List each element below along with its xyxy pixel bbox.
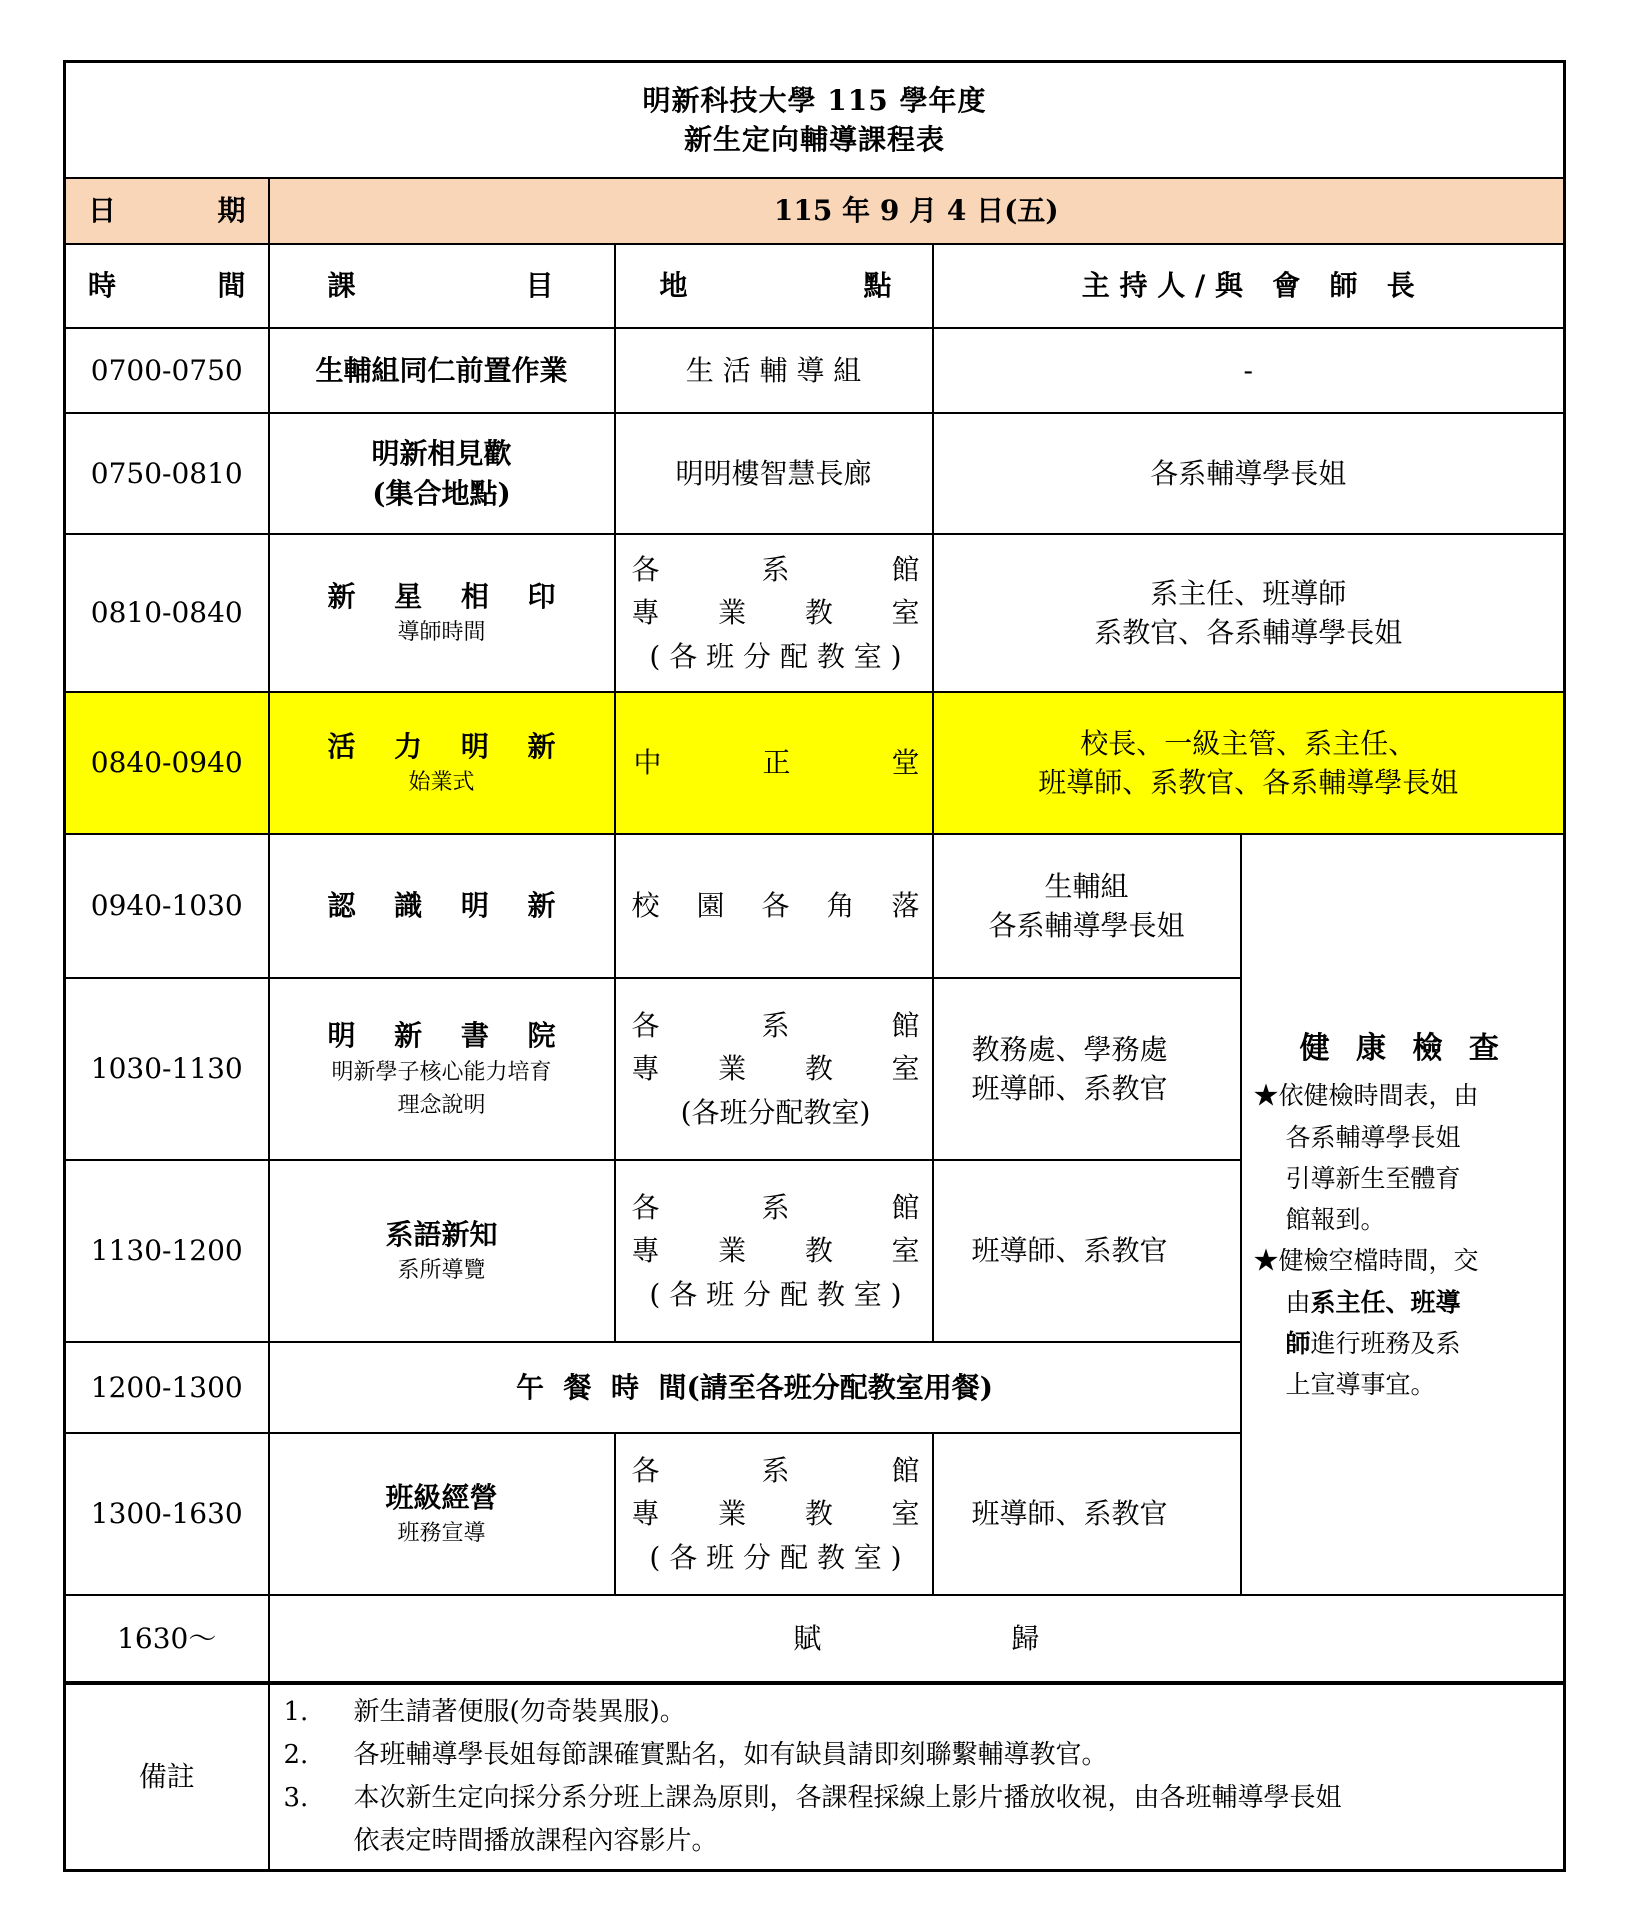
location-cell: 各 系 館 專 業 教 室 (各班分配教室) xyxy=(615,978,933,1160)
table-row xyxy=(65,328,1565,413)
course-cell: 新 星 相 印 導師時間 xyxy=(269,534,615,692)
course-cell: 明 新 書 院 明新學子核心能力培育 理念說明 xyxy=(269,978,615,1160)
list-item: 3. 本次新生定向採分系分班上課為原則，各課程採線上影片播放收視，由各班輔導學長姐 xyxy=(283,1782,1342,1813)
list-item: 2. 各班輔導學長姐每節課確實點名，如有缺員請即刻聯繫輔導教官。 xyxy=(283,1739,1108,1770)
table-row xyxy=(65,1595,1565,1683)
location-cell: 中 正 堂 xyxy=(615,692,933,834)
course-cell: 認 識 明 新 xyxy=(269,834,615,978)
host-cell: 班導師、系教官 xyxy=(933,1160,1241,1342)
course-cell: 明新相見歡 (集合地點) xyxy=(269,413,615,534)
date-row xyxy=(65,178,1565,244)
header-time: 時 間 xyxy=(65,244,269,328)
date-value: 115 年 9 月 4 日(五) xyxy=(269,178,1565,244)
course-cell: 系語新知 系所導覽 xyxy=(269,1160,615,1342)
host-cell: 各系輔導學長姐 xyxy=(933,413,1565,534)
title-row xyxy=(65,62,1565,179)
time-cell: 1130-1200 xyxy=(65,1160,269,1342)
notes-row xyxy=(65,1683,1565,1870)
host-cell: 班導師、系教官 xyxy=(933,1433,1241,1595)
location-cell: 校 園 各 角 落 xyxy=(615,834,933,978)
host-cell: 教務處、學務處 班導師、系教官 xyxy=(933,978,1241,1160)
time-cell: 1030-1130 xyxy=(65,978,269,1160)
header-host: 主 持 人 / 與 會 師 長 xyxy=(933,244,1565,328)
location-cell: 明明樓智慧長廊 xyxy=(615,413,933,534)
end-cell: 賦 歸 xyxy=(269,1595,1565,1683)
lunch-cell: 午 餐 時 間(請至各班分配教室用餐) xyxy=(269,1342,1241,1433)
page-title xyxy=(65,62,1565,179)
header-location: 地 點 xyxy=(615,244,933,328)
host-cell: - xyxy=(933,328,1565,413)
health-check-title: 健 康 檢 查 xyxy=(1299,1030,1507,1066)
schedule-sheet xyxy=(63,60,1563,1872)
title-line-2: 新生定向輔導課程表 xyxy=(683,123,945,156)
date-label: 日 期 xyxy=(65,178,269,244)
time-cell: 0810-0840 xyxy=(65,534,269,692)
time-cell: 0700-0750 xyxy=(65,328,269,413)
table-row-highlight xyxy=(65,692,1565,834)
list-item: 1. 新生請著便服(勿奇裝異服)。 xyxy=(283,1697,686,1727)
table-row xyxy=(65,834,1565,978)
list-item-continuation: 依表定時間播放課程內容影片。 xyxy=(353,1825,718,1856)
time-cell: 0750-0810 xyxy=(65,413,269,534)
health-check-cell: 健 康 檢 查 ★依健檢時間表，由 各系輔導學長姐 引導新生至體育 館報到。 ★健檢空檔時間，交 由系主任、班導 師進行班務及系 上宣導事宜。 xyxy=(1241,834,1565,1595)
notes-label: 備註 xyxy=(65,1683,269,1870)
header-row xyxy=(65,244,1565,328)
schedule-table xyxy=(63,60,1566,1872)
location-cell: 生 活 輔 導 組 xyxy=(615,328,933,413)
host-cell: 系主任、班導師 系教官、各系輔導學長姐 xyxy=(933,534,1565,692)
title-line-1: 明新科技大學 115 學年度 xyxy=(642,83,987,117)
course-cell: 生輔組同仁前置作業 xyxy=(269,328,615,413)
location-cell: 各 系 館 專 業 教 室 ( 各 班 分 配 教 室 ) xyxy=(615,1433,933,1595)
time-cell: 1200-1300 xyxy=(65,1342,269,1433)
time-cell: 0940-1030 xyxy=(65,834,269,978)
table-row xyxy=(65,534,1565,692)
time-cell: 1630～ xyxy=(65,1595,269,1683)
location-cell: 各 系 館 專 業 教 室 ( 各 班 分 配 教 室 ) xyxy=(615,1160,933,1342)
time-cell: 0840-0940 xyxy=(65,692,269,834)
host-cell: 校長、一級主管、系主任、 班導師、系教官、各系輔導學長姐 xyxy=(933,692,1565,834)
course-cell: 班級經營 班務宣導 xyxy=(269,1433,615,1595)
host-cell: 生輔組 各系輔導學長姐 xyxy=(933,834,1241,978)
table-row xyxy=(65,413,1565,534)
time-cell: 1300-1630 xyxy=(65,1433,269,1595)
notes-cell xyxy=(269,1683,1565,1870)
header-course: 課 目 xyxy=(269,244,615,328)
location-cell: 各 系 館 專 業 教 室 ( 各 班 分 配 教 室 ) xyxy=(615,534,933,692)
course-cell: 活 力 明 新 始業式 xyxy=(269,692,615,834)
